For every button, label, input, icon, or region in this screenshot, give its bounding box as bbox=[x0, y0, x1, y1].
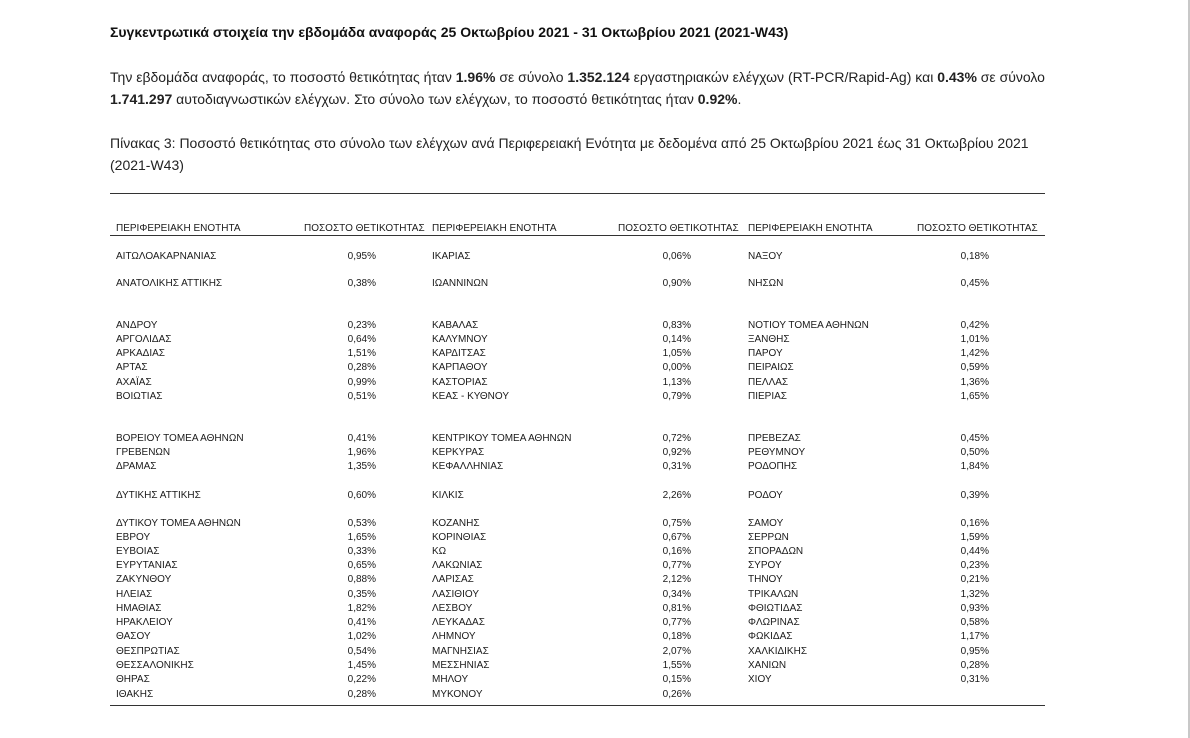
region-name: ΚΑΛΥΜΝΟΥ bbox=[432, 334, 488, 345]
positivity-rate: 0,75% bbox=[662, 518, 691, 529]
column-header-region: ΠΕΡΙΦΕΡΕΙΑΚΗ ΕΝΟΤΗΤΑ bbox=[116, 223, 241, 234]
region-name: ΖΑΚΥΝΘΟΥ bbox=[116, 574, 172, 585]
region-name: ΑΙΤΩΛΟΑΚΑΡΝΑΝΙΑΣ bbox=[116, 251, 217, 262]
region-name: ΕΥΡΥΤΑΝΙΑΣ bbox=[116, 560, 178, 571]
positivity-rate: 0,23% bbox=[347, 320, 376, 331]
region-name: ΠΙΕΡΙΑΣ bbox=[748, 391, 787, 402]
positivity-rate: 0,18% bbox=[662, 631, 691, 642]
region-name: ΚΟΖΑΝΗΣ bbox=[432, 518, 480, 529]
positivity-rate: 0,65% bbox=[347, 560, 376, 571]
positivity-rate: 0,44% bbox=[960, 546, 989, 557]
positivity-rate: 1,42% bbox=[960, 348, 989, 359]
region-name: ΒΟΙΩΤΙΑΣ bbox=[116, 391, 163, 402]
positivity-rate: 0,53% bbox=[347, 518, 376, 529]
positivity-rate: 0,72% bbox=[662, 433, 691, 444]
region-name: ΑΡΓΟΛΙΔΑΣ bbox=[116, 334, 172, 345]
region-name: ΡΕΘΥΜΝΟΥ bbox=[748, 447, 806, 458]
positivity-rate: 0,77% bbox=[662, 617, 691, 628]
positivity-rate: 0,23% bbox=[960, 560, 989, 571]
positivity-rate: 1,96% bbox=[347, 447, 376, 458]
positivity-rate: 0,77% bbox=[662, 560, 691, 571]
region-name: ΚΑΒΑΛΑΣ bbox=[432, 320, 479, 331]
positivity-rate: 0,95% bbox=[960, 646, 989, 657]
lab-tests-total: 1.352.124 bbox=[567, 69, 630, 85]
positivity-rate: 0,18% bbox=[960, 251, 989, 262]
region-name: ΗΛΕΙΑΣ bbox=[116, 589, 153, 600]
region-name: ΑΝΑΤΟΛΙΚΗΣ ΑΤΤΙΚΗΣ bbox=[116, 278, 223, 289]
summary-text: σε σύνολο bbox=[495, 69, 568, 85]
positivity-rate: 0,45% bbox=[960, 278, 989, 289]
region-name: ΠΡΕΒΕΖΑΣ bbox=[748, 433, 801, 444]
positivity-rate: 0,41% bbox=[347, 617, 376, 628]
positivity-rate: 0,79% bbox=[662, 391, 691, 402]
positivity-rate: 0,39% bbox=[960, 490, 989, 501]
region-name: ΡΟΔΟΠΗΣ bbox=[748, 461, 798, 472]
positivity-rate: 0,21% bbox=[960, 574, 989, 585]
region-name: ΛΑΡΙΣΑΣ bbox=[432, 574, 474, 585]
positivity-rate: 0,42% bbox=[960, 320, 989, 331]
region-name: ΕΒΡΟΥ bbox=[116, 532, 151, 543]
region-name: ΚΑΣΤΟΡΙΑΣ bbox=[432, 377, 488, 388]
region-name: ΜΑΓΝΗΣΙΑΣ bbox=[432, 646, 489, 657]
positivity-rate: 0,06% bbox=[662, 251, 691, 262]
region-name: ΛΕΥΚΑΔΑΣ bbox=[432, 617, 485, 628]
positivity-rate: 0,45% bbox=[960, 433, 989, 444]
region-name: ΔΡΑΜΑΣ bbox=[116, 461, 157, 472]
region-name: ΝΗΣΩΝ bbox=[748, 278, 784, 289]
region-name: ΚΕΡΚΥΡΑΣ bbox=[432, 447, 485, 458]
positivity-rate: 0,33% bbox=[347, 546, 376, 557]
region-name: ΘΑΣΟΥ bbox=[116, 631, 151, 642]
summary-text: Την εβδομάδα αναφοράς, το ποσοστό θετικότητας ήταν bbox=[110, 69, 456, 85]
positivity-rate: 1,13% bbox=[662, 377, 691, 388]
region-name: ΚΩ bbox=[432, 546, 447, 557]
positivity-rate: 1,05% bbox=[662, 348, 691, 359]
region-name: ΧΙΟΥ bbox=[748, 674, 772, 685]
region-name: ΑΡΚΑΔΙΑΣ bbox=[116, 348, 165, 359]
self-tests-total: 1.741.297 bbox=[110, 91, 173, 107]
positivity-rate: 1,32% bbox=[960, 589, 989, 600]
positivity-rate: 0,67% bbox=[662, 532, 691, 543]
region-name: ΤΡΙΚΑΛΩΝ bbox=[748, 589, 799, 600]
section-heading: Συγκεντρωτικά στοιχεία την εβδομάδα αναφοράς 25 Οκτωβρίου 2021 - 31 Οκτωβρίου 2021 (2021-W43) bbox=[110, 24, 789, 40]
positivity-rate: 0,81% bbox=[662, 603, 691, 614]
region-name: ΠΕΙΡΑΙΩΣ bbox=[748, 362, 794, 373]
positivity-rate: 0,54% bbox=[347, 646, 376, 657]
positivity-rate: 1,84% bbox=[960, 461, 989, 472]
positivity-rate: 1,51% bbox=[347, 348, 376, 359]
positivity-rate: 0,28% bbox=[347, 689, 376, 700]
positivity-rate: 0,92% bbox=[662, 447, 691, 458]
region-name: ΚΟΡΙΝΘΙΑΣ bbox=[432, 532, 487, 543]
positivity-rate: 0,35% bbox=[347, 589, 376, 600]
positivity-rate: 0,28% bbox=[960, 660, 989, 671]
positivity-rate: 2,12% bbox=[662, 574, 691, 585]
region-name: ΧΑΝΙΩΝ bbox=[748, 660, 787, 671]
region-name: ΣΥΡΟΥ bbox=[748, 560, 782, 571]
region-name: ΚΙΛΚΙΣ bbox=[432, 490, 464, 501]
region-name: ΡΟΔΟΥ bbox=[748, 490, 783, 501]
summary-text: . bbox=[737, 91, 742, 107]
region-name: ΣΕΡΡΩΝ bbox=[748, 532, 789, 543]
positivity-rate: 0,31% bbox=[662, 461, 691, 472]
column-header-region: ΠΕΡΙΦΕΡΕΙΑΚΗ ΕΝΟΤΗΤΑ bbox=[432, 223, 557, 234]
region-name: ΚΕΑΣ - ΚΥΘΝΟΥ bbox=[432, 391, 509, 402]
positivity-rate: 2,07% bbox=[662, 646, 691, 657]
positivity-rate: 1,17% bbox=[960, 631, 989, 642]
positivity-rate: 0,14% bbox=[662, 334, 691, 345]
region-name: ΚΑΡΠΑΘΟΥ bbox=[432, 362, 488, 373]
region-name: ΛΑΚΩΝΙΑΣ bbox=[432, 560, 483, 571]
region-name: ΣΠΟΡΑΔΩΝ bbox=[748, 546, 804, 557]
positivity-rate: 0,90% bbox=[662, 278, 691, 289]
positivity-rate: 2,26% bbox=[662, 490, 691, 501]
region-name: ΜΥΚΟΝΟΥ bbox=[432, 689, 483, 700]
positivity-rate: 0,95% bbox=[347, 251, 376, 262]
region-name: ΔΥΤΙΚΗΣ ΑΤΤΙΚΗΣ bbox=[116, 490, 201, 501]
positivity-rate: 0,26% bbox=[662, 689, 691, 700]
lab-positivity-rate: 1.96% bbox=[455, 69, 496, 85]
positivity-rate: 1,02% bbox=[347, 631, 376, 642]
region-name: ΚΕΝΤΡΙΚΟΥ ΤΟΜΕΑ ΑΘΗΝΩΝ bbox=[432, 433, 572, 444]
positivity-rate: 0,28% bbox=[347, 362, 376, 373]
positivity-rate: 0,59% bbox=[960, 362, 989, 373]
column-header-rate: ΠΟΣΟΣΤΟ ΘΕΤΙΚΟΤΗΤΑΣ bbox=[618, 223, 739, 234]
region-name: ΗΜΑΘΙΑΣ bbox=[116, 603, 162, 614]
positivity-rate: 0,88% bbox=[347, 574, 376, 585]
region-name: ΠΕΛΛΑΣ bbox=[748, 377, 789, 388]
region-name: ΣΑΜΟΥ bbox=[748, 518, 784, 529]
region-name: ΜΕΣΣΗΝΙΑΣ bbox=[432, 660, 490, 671]
positivity-rate: 0,83% bbox=[662, 320, 691, 331]
region-name: ΚΕΦΑΛΛΗΝΙΑΣ bbox=[432, 461, 504, 472]
self-test-positivity-rate: 0.43% bbox=[937, 69, 977, 85]
positivity-rate: 1,35% bbox=[347, 461, 376, 472]
region-name: ΛΕΣΒΟΥ bbox=[432, 603, 473, 614]
summary-text: εργαστηριακών ελέγχων (RT-PCR/Rapid-Ag) και bbox=[629, 69, 938, 85]
overall-positivity-rate: 0.92% bbox=[697, 91, 738, 107]
positivity-rate: 0,31% bbox=[960, 674, 989, 685]
region-name: ΘΕΣΣΑΛΟΝΙΚΗΣ bbox=[116, 660, 194, 671]
positivity-rate: 0,93% bbox=[960, 603, 989, 614]
positivity-rate: 0,58% bbox=[960, 617, 989, 628]
table-header-rule bbox=[110, 235, 1045, 236]
region-name: ΝΟΤΙΟΥ ΤΟΜΕΑ ΑΘΗΝΩΝ bbox=[748, 320, 869, 331]
positivity-rate: 0,64% bbox=[347, 334, 376, 345]
positivity-rate: 1,82% bbox=[347, 603, 376, 614]
region-name: ΙΚΑΡΙΑΣ bbox=[432, 251, 471, 262]
summary-text: σε σύνολο bbox=[976, 69, 1045, 85]
positivity-rate: 1,01% bbox=[960, 334, 989, 345]
positivity-rate: 1,45% bbox=[347, 660, 376, 671]
region-name: ΦΘΙΩΤΙΔΑΣ bbox=[748, 603, 803, 614]
positivity-rate: 0,00% bbox=[662, 362, 691, 373]
column-header-rate: ΠΟΣΟΣΤΟ ΘΕΤΙΚΟΤΗΤΑΣ bbox=[304, 223, 425, 234]
region-name: ΜΗΛΟΥ bbox=[432, 674, 469, 685]
region-name: ΕΥΒΟΙΑΣ bbox=[116, 546, 160, 557]
positivity-rate: 1,36% bbox=[960, 377, 989, 388]
positivity-rate: 0,22% bbox=[347, 674, 376, 685]
positivity-rate: 0,16% bbox=[662, 546, 691, 557]
positivity-rate: 0,50% bbox=[960, 447, 989, 458]
region-name: ΛΗΜΝΟΥ bbox=[432, 631, 476, 642]
positivity-rate: 0,34% bbox=[662, 589, 691, 600]
region-name: ΦΛΩΡΙΝΑΣ bbox=[748, 617, 800, 628]
positivity-rate: 0,60% bbox=[347, 490, 376, 501]
column-header-rate: ΠΟΣΟΣΤΟ ΘΕΤΙΚΟΤΗΤΑΣ bbox=[917, 223, 1038, 234]
region-name: ΗΡΑΚΛΕΙΟΥ bbox=[116, 617, 173, 628]
region-name: ΓΡΕΒΕΝΩΝ bbox=[116, 447, 171, 458]
region-name: ΦΩΚΙΔΑΣ bbox=[748, 631, 793, 642]
region-name: ΙΩΑΝΝΙΝΩΝ bbox=[432, 278, 489, 289]
summary-text: αυτοδιαγνωστικών ελέγχων. Στο σύνολο των ελέγχων, το ποσοστό θετικότητας ήταν bbox=[172, 91, 698, 107]
positivity-rate: 0,51% bbox=[347, 391, 376, 402]
column-header-region: ΠΕΡΙΦΕΡΕΙΑΚΗ ΕΝΟΤΗΤΑ bbox=[748, 223, 873, 234]
positivity-rate: 0,38% bbox=[347, 278, 376, 289]
positivity-rate: 0,99% bbox=[347, 377, 376, 388]
region-name: ΛΑΣΙΘΙΟΥ bbox=[432, 589, 479, 600]
positivity-rate: 1,65% bbox=[960, 391, 989, 402]
positivity-rate: 1,65% bbox=[347, 532, 376, 543]
region-name: ΧΑΛΚΙΔΙΚΗΣ bbox=[748, 646, 807, 657]
region-name: ΠΑΡΟΥ bbox=[748, 348, 783, 359]
region-name: ΘΗΡΑΣ bbox=[116, 674, 150, 685]
region-name: ΝΑΞΟΥ bbox=[748, 251, 783, 262]
table-caption: Πίνακας 3: Ποσοστό θετικότητας στο σύνολο των ελέγχων ανά Περιφερειακή Ενότητα με δεδομένα από 25 Οκτωβρίου 2021 έως 31 Οκτωβρίου 2021 (2021-W43) bbox=[110, 135, 1029, 173]
table-bottom-rule bbox=[110, 705, 1045, 706]
positivity-rate: 0,15% bbox=[662, 674, 691, 685]
region-name: ΙΘΑΚΗΣ bbox=[116, 689, 154, 700]
positivity-rate: 0,41% bbox=[347, 433, 376, 444]
region-name: ΒΟΡΕΙΟΥ ΤΟΜΕΑ ΑΘΗΝΩΝ bbox=[116, 433, 244, 444]
region-name: ΔΥΤΙΚΟΥ ΤΟΜΕΑ ΑΘΗΝΩΝ bbox=[116, 518, 241, 529]
region-name: ΑΧΑΪΑΣ bbox=[116, 377, 152, 388]
region-name: ΤΗΝΟΥ bbox=[748, 574, 783, 585]
region-name: ΘΕΣΠΡΩΤΙΑΣ bbox=[116, 646, 180, 657]
region-name: ΞΑΝΘΗΣ bbox=[748, 334, 790, 345]
region-name: ΑΡΤΑΣ bbox=[116, 362, 148, 373]
positivity-rate: 0,16% bbox=[960, 518, 989, 529]
region-name: ΑΝΔΡΟΥ bbox=[116, 320, 158, 331]
positivity-rate: 1,55% bbox=[662, 660, 691, 671]
region-name: ΚΑΡΔΙΤΣΑΣ bbox=[432, 348, 486, 359]
positivity-rate: 1,59% bbox=[960, 532, 989, 543]
